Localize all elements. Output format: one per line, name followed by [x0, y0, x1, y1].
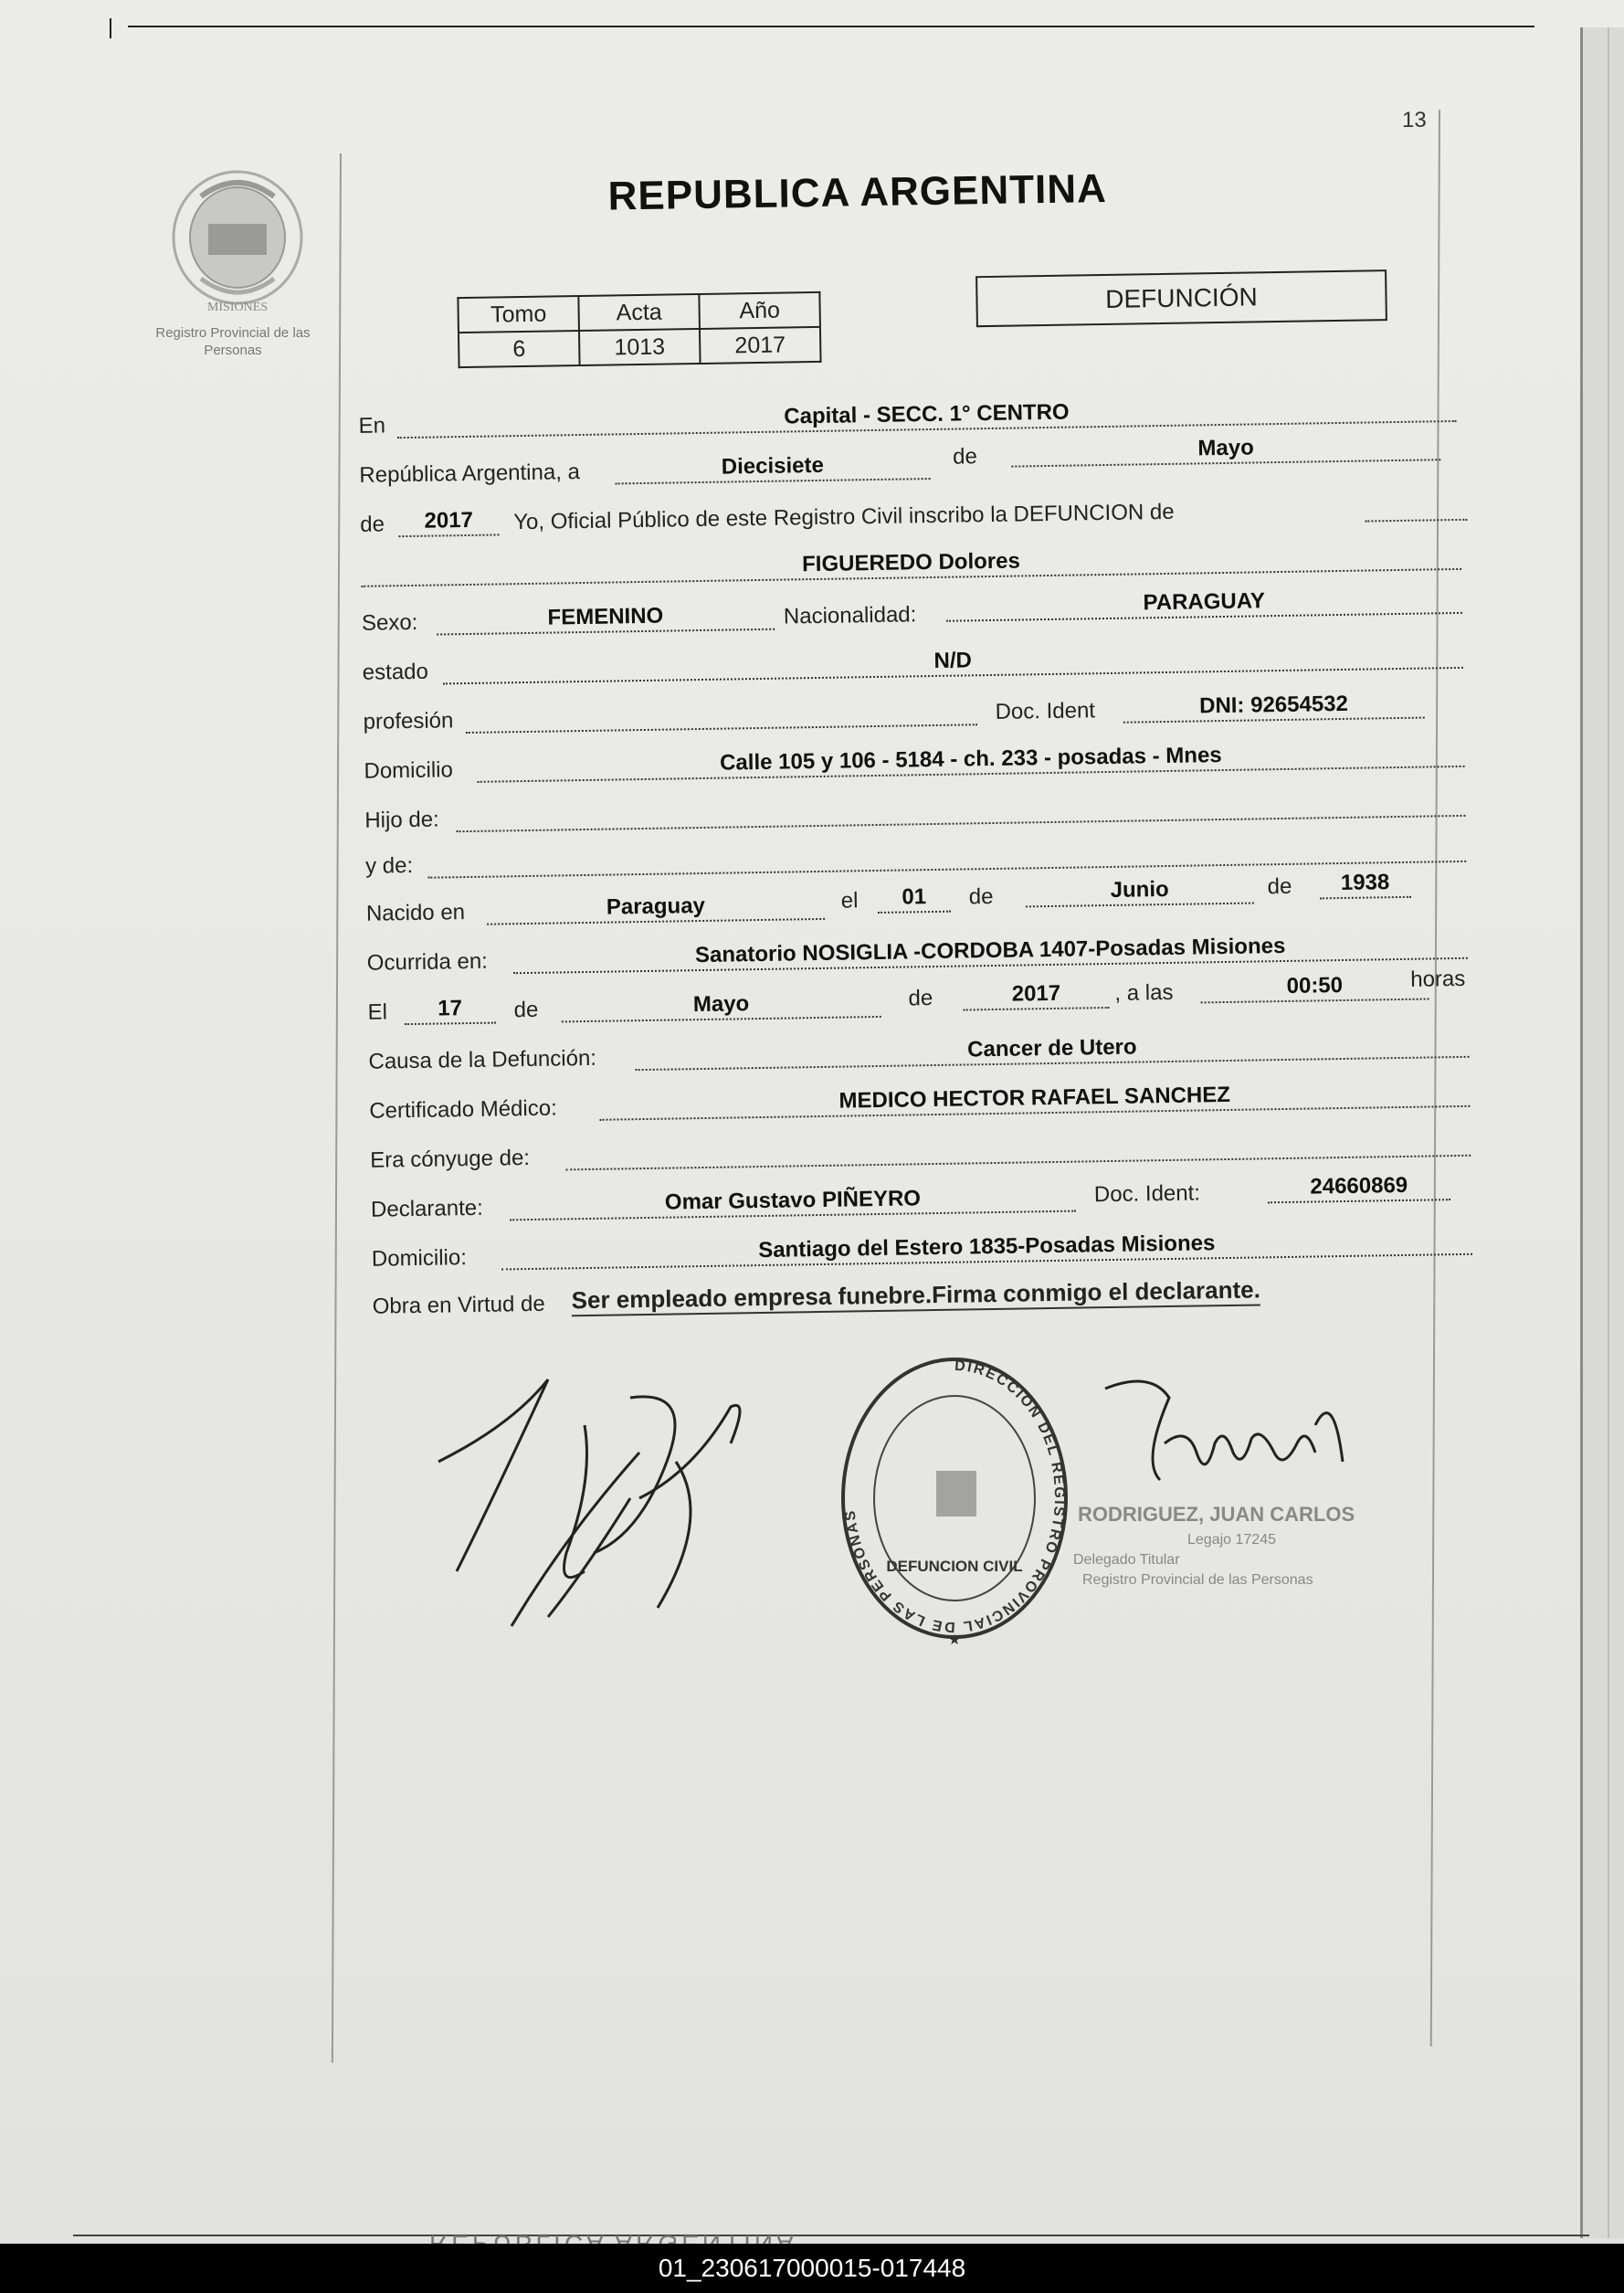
label-nacionalidad: Nacionalidad: — [783, 602, 917, 629]
officer-stamp — [1073, 1503, 1355, 1588]
field-declarante-doc: 24660869 — [1268, 1171, 1450, 1203]
field-anio: 2017 — [398, 506, 499, 537]
label-sexo: Sexo: — [361, 609, 418, 636]
label-estado: estado — [362, 659, 429, 685]
seal-text: MISIONES — [206, 301, 269, 314]
svg-text:★: ★ — [947, 1633, 962, 1648]
field-domicilio: Calle 105 y 106 - 5184 - ch. 233 - posadas - Mnes — [477, 738, 1464, 783]
field-nac-anio: 1938 — [1319, 869, 1410, 900]
field-nacido-en: Paraguay — [487, 891, 825, 925]
label-en: En — [358, 413, 386, 439]
act-type-box: DEFUNCIÓN — [975, 269, 1387, 327]
label-a-las: , a las — [1114, 979, 1174, 1006]
label-el-2: El — [367, 999, 388, 1025]
field-nac-mes: Junio — [1025, 875, 1253, 908]
label-de-6: de — [908, 986, 933, 1011]
header-anio: Año — [699, 292, 820, 329]
officer-legajo: Legajo 17245 — [1187, 1532, 1276, 1548]
stamp-ring-text: DIRECCION DEL REGISTRO PROVINCIAL DE LAS PERSONAS — [842, 1358, 1068, 1635]
header-tomo: Tomo — [458, 296, 579, 333]
field-nombre: FIGUEREDO Dolores — [361, 541, 1461, 587]
issuer-label: Registro Provincial de las Personas — [155, 325, 311, 358]
bottom-rule — [73, 2235, 1589, 2236]
label-certificado: Certificado Médico: — [369, 1095, 557, 1124]
label-doc-ident-2: Doc. Ident: — [1093, 1180, 1201, 1208]
value-anio: 2017 — [700, 327, 821, 364]
label-declarante: Declarante: — [370, 1195, 483, 1222]
field-nac-dia: 01 — [878, 883, 951, 914]
label-hijo-de: Hijo de: — [364, 807, 439, 833]
field-def-mes: Mayo — [561, 988, 881, 1022]
document-title: REPUBLICA ARGENTINA — [607, 165, 1108, 219]
field-certificado: MEDICO HECTOR RAFAEL SANCHEZ — [599, 1078, 1470, 1121]
label-el: el — [840, 888, 859, 914]
official-stamp — [842, 1358, 1067, 1648]
label-de-1: de — [952, 444, 978, 470]
label-de-3: de — [968, 883, 994, 910]
field-dni: DNI: 92654532 — [1123, 690, 1424, 724]
label-y-de: y de: — [364, 852, 414, 879]
file-id-footer: 01_230617000015-017448 — [0, 2244, 1624, 2293]
stamp-center-text: DEFUNCION CIVIL — [886, 1558, 1023, 1575]
value-acta: 1013 — [579, 329, 701, 365]
label-de-5: de — [513, 997, 539, 1023]
page-number: 13 — [1402, 108, 1427, 132]
officer-signature — [1105, 1381, 1343, 1480]
declarant-signature — [438, 1379, 740, 1626]
label-nacido-en: Nacido en — [365, 900, 466, 926]
label-causa: Causa de la Defunción: — [368, 1045, 597, 1074]
label-de-2: de — [360, 512, 385, 537]
field-def-anio: 2017 — [963, 979, 1109, 1011]
header-acta: Acta — [578, 294, 700, 331]
label-ocurrida-en: Ocurrida en: — [366, 948, 489, 976]
label-republica: República Argentina, a — [359, 460, 581, 488]
field-obra: Ser empleado empresa funebre.Firma conmigo el declarante. — [571, 1275, 1260, 1316]
label-yo-oficial: Yo, Oficial Público de este Registro Civil inscribo la DEFUNCION de — [513, 499, 1175, 535]
label-de-4: de — [1267, 873, 1292, 900]
label-obra: Obra en Virtud de — [372, 1291, 545, 1319]
field-estado: N/D — [443, 639, 1463, 685]
label-domicilio: Domicilio — [364, 757, 454, 784]
officer-org: Registro Provincial de las Personas — [1082, 1572, 1313, 1588]
officer-role: Delegado Titular — [1073, 1552, 1180, 1568]
field-lugar: Capital - SECC. 1° CENTRO — [396, 393, 1456, 439]
label-profesion: profesión — [363, 708, 454, 734]
field-nacionalidad: PARAGUAY — [946, 585, 1462, 622]
field-mes: Mayo — [1011, 431, 1440, 467]
label-doc-ident: Doc. Ident — [995, 698, 1096, 724]
label-conyuge: Era cónyuge de: — [369, 1145, 531, 1173]
field-def-hora: 00:50 — [1200, 971, 1429, 1004]
officer-name: RODRIGUEZ, JUAN CARLOS — [1078, 1503, 1355, 1526]
field-dia-texto: Diecisiete — [615, 450, 930, 484]
field-def-dia: 17 — [404, 995, 495, 1026]
label-horas: horas — [1410, 966, 1466, 992]
field-declarante-domicilio: Santiago del Estero 1835-Posadas Misiones — [501, 1226, 1472, 1271]
label-domicilio-2: Domicilio: — [371, 1245, 468, 1272]
field-ocurrida-en: Sanatorio NOSIGLIA -CORDOBA 1407-Posadas Misiones — [513, 930, 1468, 974]
value-tomo: 6 — [459, 331, 580, 367]
field-sexo: FEMENINO — [437, 601, 775, 636]
field-causa: Cancer de Utero — [635, 1029, 1469, 1071]
field-declarante: Omar Gustavo PIÑEYRO — [510, 1183, 1076, 1221]
